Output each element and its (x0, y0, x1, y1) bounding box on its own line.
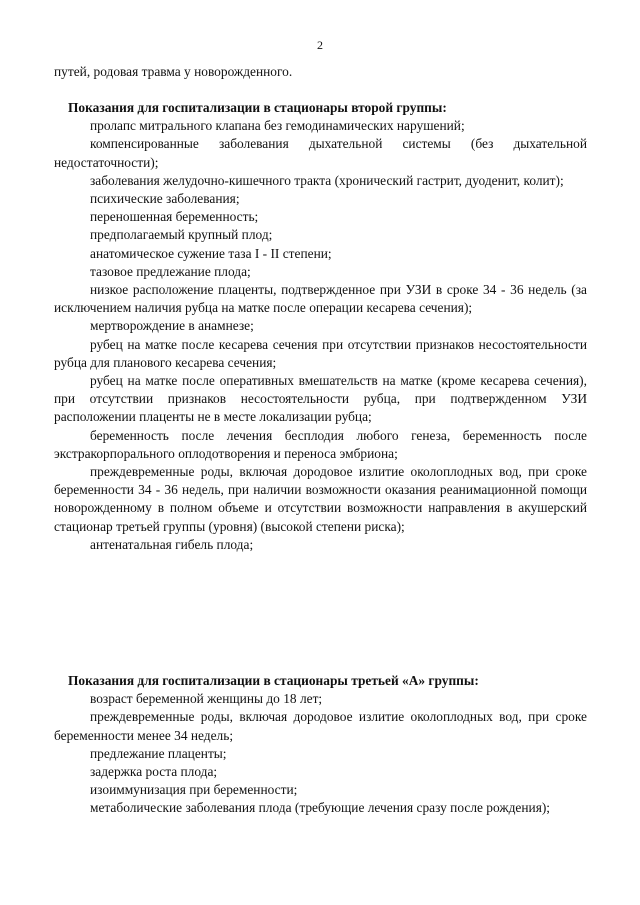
list-item: тазовое предлежание плода; (90, 263, 251, 279)
list-item: рубец на матке после оперативных вмешательств на матке (кроме кесарева сечения), при отсутствии признаков несостоятельности рубца, при подтвержденном УЗИ расположении плаценты не в месте локализации рубца; (54, 373, 587, 425)
list-item: беременность после лечения бесплодия любого генеза, беременность после экстракорпорального оплодотворения и переноса эмбриона; (54, 427, 587, 461)
list-item: заболевания желудочно-кишечного тракта (хронический гастрит, дуоденит, колит); (90, 172, 564, 188)
list-item: преждевременные роды, включая дородовое излитие околоплодных вод, при сроке беременности 34 - 36 недель, при наличии возможности оказания реанимационной помощи новорожденному в полном объеме и отсутствии возможности направления в акушерский стационар третьей группы (уровня) (высокой степени риска); (54, 464, 587, 534)
list-item: переношенная беременность; (90, 209, 259, 225)
list-item: психические заболевания; (90, 191, 240, 207)
list-item: преждевременные роды, включая дородовое излитие околоплодных вод, при сроке беременности менее 34 недель; (54, 709, 587, 743)
continuation-line: путей, родовая травма у новорожденного. (54, 64, 293, 79)
page-number: 2 (317, 38, 323, 52)
list-item: пролапс митрального клапана без гемодинамических нарушений; (90, 118, 465, 134)
section-second-group (54, 99, 587, 554)
list-item: низкое расположение плаценты, подтвержденное при УЗИ в сроке 34 - 36 недель (за исключением наличия рубца на матке после операции кесарева сечения); (54, 282, 587, 316)
section-heading: Показания для госпитализации в стационары третьей «А» группы: (68, 673, 479, 688)
list-item: компенсированные заболевания дыхательной системы (без дыхательной недостаточности); (54, 136, 587, 170)
section-third-a-group (54, 672, 587, 818)
section-heading: Показания для госпитализации в стационары второй группы: (68, 100, 447, 115)
list-item: рубец на матке после кесарева сечения при отсутствии признаков несостоятельности рубца для планового кесарева сечения; (54, 336, 587, 370)
list-item: анатомическое сужение таза I - II степени; (90, 245, 332, 261)
list-item: изоиммунизация при беременности; (90, 782, 298, 798)
list-item: предлежание плаценты; (90, 745, 227, 761)
continuation-text-block (54, 63, 587, 81)
list-item: предполагаемый крупный плод; (90, 227, 273, 243)
list-item: мертворождение в анамнезе; (90, 318, 254, 334)
list-item: метаболические заболевания плода (требующие лечения сразу после рождения); (90, 800, 551, 816)
list-item: возраст беременной женщины до 18 лет; (90, 691, 323, 707)
list-item: антенатальная гибель плода; (90, 536, 254, 552)
list-item: задержка роста плода; (90, 764, 218, 780)
